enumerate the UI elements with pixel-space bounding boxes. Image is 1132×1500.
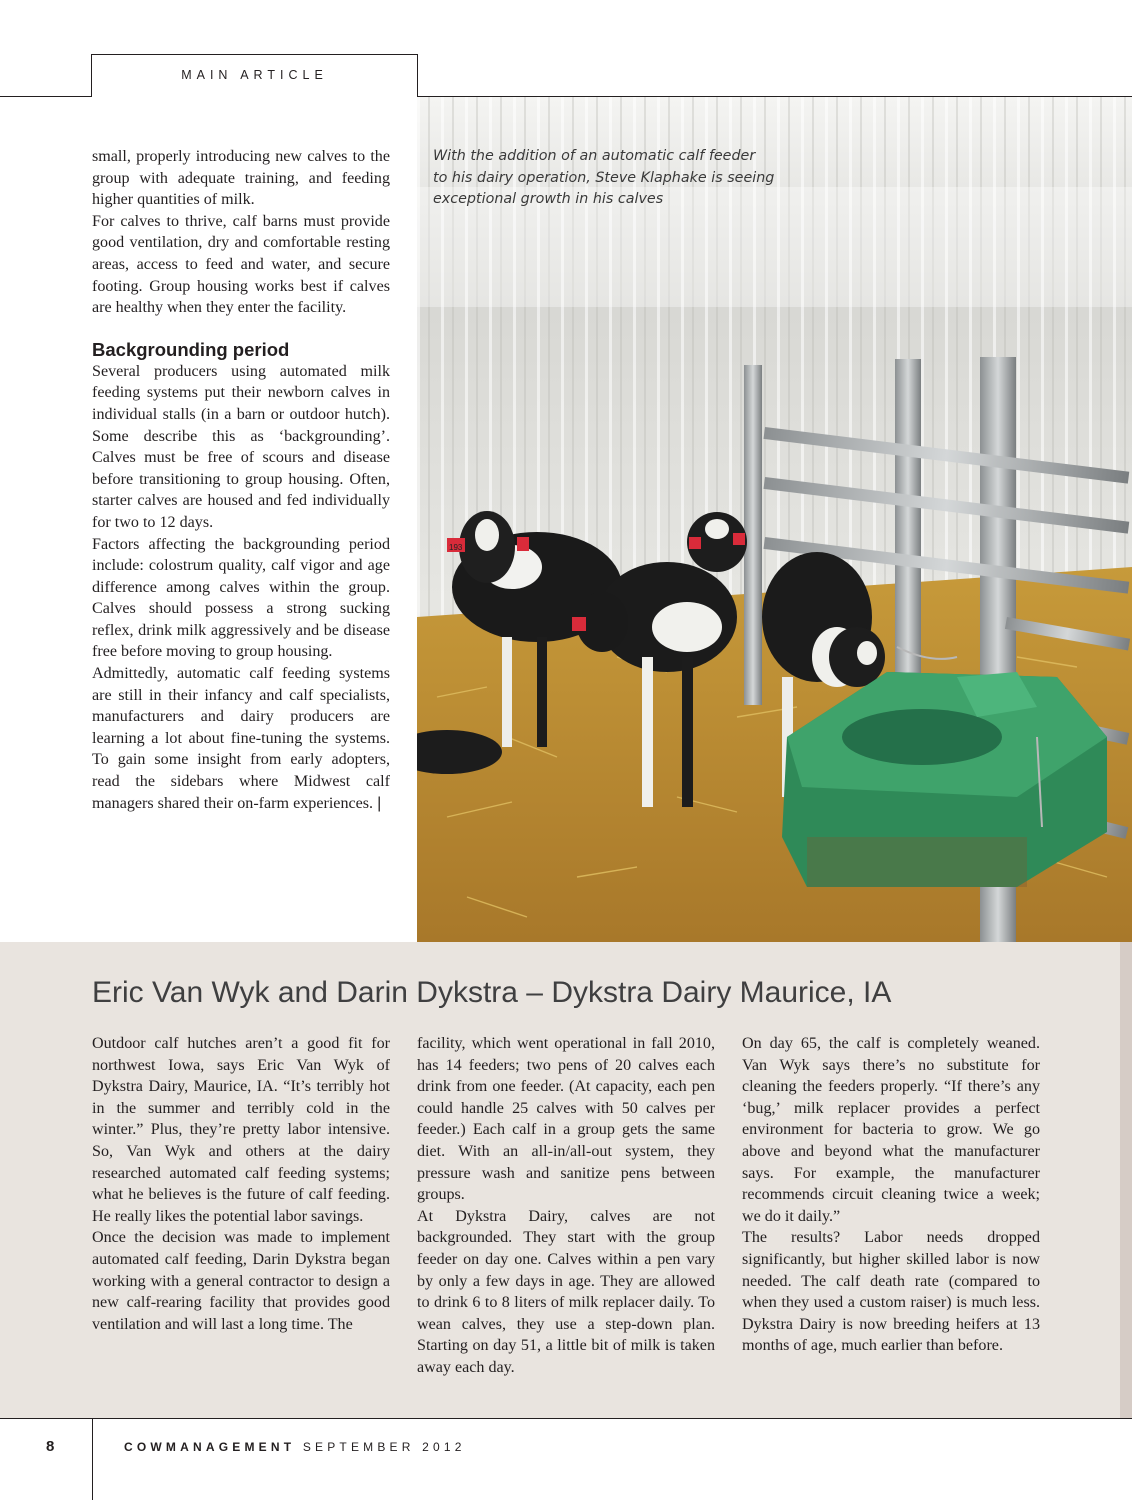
article-paragraph: Several producers using automated milk feeding systems put their newborn calves in individual stalls (in a barn or outdoor hutch). Some describe this as ‘backgrounding’. Calves must be free of scours and disease before transitioning to group housing. Often, starter calves are housed and fed individually for two to 12 days. [92, 362, 390, 531]
sidebar-edge [1120, 942, 1132, 1418]
photo-caption [433, 146, 793, 211]
issue-date: SEPTEMBER 2012 [302, 1440, 466, 1454]
sidebar-paragraph: At Dykstra Dairy, calves are not backgrounded. They start with the group feeder on day one. Calves within a pen vary by only a few days in age. They are allowed to drink 6 to 8 liters of milk replacer daily. To wean calves, they use a step-down plan. Starting on day 51, a little bit of milk is taken away each day. [417, 1207, 715, 1376]
article-paragraph: Factors affecting the backgrounding period include: colostrum quality, calf vigor and age difference among calves within the group. Calves should possess a strong sucking reflex, drink milk aggressively and be disease free before moving to group housing. [92, 535, 390, 661]
sidebar-column-3 [742, 1033, 1040, 1357]
article-paragraph: small, properly introducing new calves to the group with adequate training, and feeding higher quantities of milk. [92, 148, 390, 209]
article-paragraph: For calves to thrive, calf barns must provide good ventilation, dry and comfortable resting areas, access to feed and water, and secure footing. Group housing works best if calves are healthy when they enter the facility. [92, 212, 390, 317]
article-column [92, 146, 390, 814]
footer-divider [92, 1418, 93, 1500]
sidebar-column-1 [92, 1033, 390, 1335]
footer-publication [124, 1440, 466, 1454]
sidebar-paragraph: Once the decision was made to implement automated calf feeding, Darin Dykstra began working with a general contractor to design a new calf-rearing facility that provides good ventilation and will last a long time. The [92, 1229, 390, 1333]
caption-line: With the addition of an automatic calf feeder [433, 148, 756, 164]
section-label: MAIN ARTICLE [181, 68, 328, 82]
caption-line: exceptional growth in his calves [433, 191, 664, 208]
sidebar-paragraph: Outdoor calf hutches aren’t a good fit for northwest Iowa, says Eric Van Wyk of Dykstra Dairy, Maurice, IA. “It’s terribly hot in the summer and terribly cold in the winter.” Plus, they’re pretty labor intensive. So, Van Wyk and others at the dairy researched automated calf feeding systems; what he believes is the future of calf feeding. He really likes the potential labor savings. [92, 1035, 390, 1225]
sidebar-paragraph: The results? Labor needs dropped significantly, but higher skilled labor is now needed. The calf death rate (compared to when they used a custom raiser) is much less. Dykstra Dairy is now breeding heifers at 13 months of age, much earlier than before. [742, 1229, 1040, 1355]
subheading: Backgrounding period [92, 338, 290, 360]
caption-line: to his dairy operation, Steve Klaphake is seeing [433, 169, 775, 186]
end-mark: | [377, 793, 382, 812]
calf-pen-photo [417, 97, 1132, 942]
section-tab [91, 54, 418, 97]
sidebar-paragraph: facility, which went operational in fall 2010, has 14 feeders; two pens of 20 calves each drink from one feeder. (At capacity, each pen could handle 25 calves with 50 calves per feeder.) Each calf in a group gets the same diet. With an all-in/all-out system, they pressure wash and sanitize pens between groups. [417, 1035, 715, 1204]
photo-illustration [417, 97, 1132, 942]
article-paragraph: Admittedly, automatic calf feeding systems are still in their infancy and calf specialists, manufacturers and dairy producers are learning a lot about fine-tuning the systems. To gain some insight from early adopters, read the sidebars where Midwest calf managers shared their on-farm experiences. | [92, 665, 390, 812]
page-number: 8 [46, 1438, 55, 1455]
sidebar-paragraph: On day 65, the calf is completely weaned. Van Wyk says there’s no substitute for cleaning the feeders properly. “If there’s any ‘bug,’ milk replacer provides a perfect environment for bacteria to grow. We go above and beyond what the manufacturer says. For example, the manufacturer recommends circuit cleaning twice a week; we do it daily.” [742, 1035, 1040, 1225]
sidebar-title: Eric Van Wyk and Darin Dykstra – Dykstra Dairy Maurice, IA [92, 976, 892, 1009]
sidebar-column-2 [417, 1033, 715, 1379]
publication-name: COWMANAGEMENT [124, 1440, 296, 1454]
ear-tag-number: 193 [449, 543, 463, 552]
footer-rule [0, 1418, 1132, 1419]
